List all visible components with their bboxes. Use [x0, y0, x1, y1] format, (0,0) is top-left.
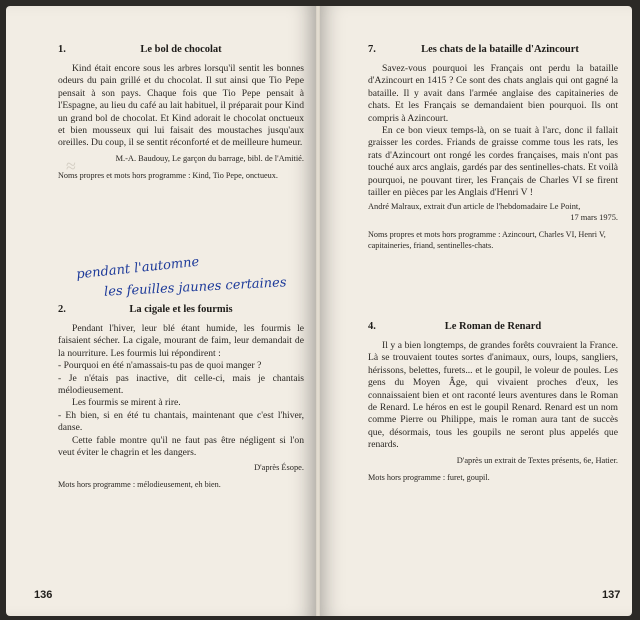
dictation-2-paragraph-6: Cette fable montre qu'il ne faut pas être négligent si l'on veut éviter le chagrin et les dangers. — [58, 434, 304, 459]
dictation-2-paragraph-3: - Je n'étais pas inactive, dit celle-ci, mais je chantais mélodieusement. — [58, 372, 304, 397]
dictation-2-vocab-note: Mots hors programme : mélodieusement, eh bien. — [58, 480, 221, 490]
dictation-7-text — [368, 63, 618, 199]
dictation-2-source: D'après Ésope. — [254, 463, 304, 473]
dictation-7-source — [368, 202, 618, 223]
dictation-7-source-line-2: 17 mars 1975. — [570, 212, 618, 222]
dictation-4-title: Le Roman de Renard — [444, 321, 542, 332]
dictation-1-text — [58, 63, 304, 150]
left-page — [6, 6, 316, 616]
handwritten-note-line-1: pendant l'automne — [75, 254, 200, 283]
dictation-2-paragraph-5: - Eh bien, si en été tu chantais, maintenant que c'est l'hiver, danse. — [58, 409, 304, 434]
page-number-left: 136 — [34, 589, 53, 601]
dictation-2-heading — [58, 304, 304, 315]
dictation-7-heading — [368, 44, 618, 55]
dictation-7-vocab-note: Noms propres et mots hors programme : Azincourt, Charles VI, Henri V, capitaineries, friand, sentinelles-chats. — [368, 230, 606, 250]
dictation-7-title: Les chats de la bataille d'Azincourt — [421, 44, 579, 55]
dictation-1-source: M.-A. Baudouy, Le garçon du barrage, bibl. de l'Amitié. — [115, 153, 304, 163]
dictation-4 — [368, 321, 618, 483]
dictation-4-source: D'après un extrait de Textes présents, 6e, Hatier. — [456, 455, 618, 465]
dictation-2 — [58, 304, 304, 491]
show-through-text: ≈ — [66, 156, 76, 176]
dictation-7-number: 7. — [368, 44, 376, 55]
dictation-1 — [58, 44, 304, 181]
dictation-1-paragraph: Kind était encore sous les arbres lorsqu'il sentit les bonnes odeurs du pain grillé et du chocolat. Il sut ainsi que Tio Pepe pensait à son pays. Chaque fois que Tio Pepe pensait à l'Espagne, au lieu du café au lait habituel, il préparait pour Kind un grand bol de chocolat. Et Kind adorait le chocolat onctueux et bien mousseux qui lui faisait des moustaches jusqu'aux oreilles. Du coup, il se sentit réconforté et de meilleure humeur. — [58, 63, 304, 149]
dictation-4-heading — [368, 321, 618, 332]
dictation-4-text — [368, 340, 618, 452]
dictation-1-vocab-note: Noms propres et mots hors programme : Kind, Tio Pepe, onctueux. — [58, 170, 278, 180]
dictation-2-paragraph-4: Les fourmis se mirent à rire. — [72, 397, 181, 409]
dictation-2-paragraph-2: - Pourquoi en été n'amassais-tu pas de quoi manger ? — [58, 360, 262, 372]
dictation-2-text — [58, 323, 304, 459]
dictation-7 — [368, 44, 618, 251]
dictation-4-number: 4. — [368, 321, 376, 332]
page-number-right: 137 — [602, 589, 621, 601]
dictation-7-source-line-1: André Malraux, extrait d'un article de l'hebdomadaire Le Point, — [368, 202, 581, 212]
dictation-4-paragraph: Il y a bien longtemps, de grandes forêts couvraient la France. Là se trouvaient toutes sortes d'animaux, ours, loups, sangliers, hérissons, belettes, furets... et le goupil, le voleur de poules. Les gens du Moyen Âge, qui vivaient proches d'eux, les connaissaient bien et ont raconté leurs aventures dans le Roman de Renard. Le héros en est le goupil Renard. Renard est un nom comme Pierre ou Philippe, mais le roman aura tant de succès que, désormais, tous les goupils ne seront plus appelés que renards. — [368, 340, 618, 451]
dictation-7-paragraph-1: Savez-vous pourquoi les Français ont perdu la bataille d'Azincourt en 1415 ? Ce sont des chats anglais qui ont gagné la bataille. Il y avait dans l'armée anglaise des capitaineries de chats. Et les Français se demandaient bien pourquoi. Ils ont compris à Azincourt. — [368, 63, 618, 124]
dictation-2-number: 2. — [58, 304, 66, 315]
dictation-4-vocab-note: Mots hors programme : furet, goupil. — [368, 472, 490, 482]
dictation-2-title: La cigale et les fourmis — [129, 304, 233, 315]
dictation-1-number: 1. — [58, 44, 66, 55]
right-page — [320, 6, 632, 616]
handwritten-note-line-2: les feuilles jaunes certaines — [103, 275, 287, 300]
dictation-2-paragraph-1: Pendant l'hiver, leur blé étant humide, les fourmis le faisaient sécher. La cigale, mourant de faim, leur demandait de la nourriture. Les fourmis lui répondirent : — [58, 323, 304, 359]
dictation-1-title: Le bol de chocolat — [140, 44, 222, 55]
dictation-7-paragraph-2: En ce bon vieux temps-là, on se tuait à l'arc, donc il fallait graisser les cordes. Friands de graisse comme tous les rats, les rats d'Azincourt ont rongé les cordes françaises, mais n'ont pas touché aux arcs anglais, gardés par des sentinelles-chats. Et voilà pourquoi, ne pouvant tirer, les Français de Charles VI se firent tailler en pièces par les Anglais d'Henri V ! — [368, 125, 618, 199]
dictation-1-heading — [58, 44, 304, 55]
